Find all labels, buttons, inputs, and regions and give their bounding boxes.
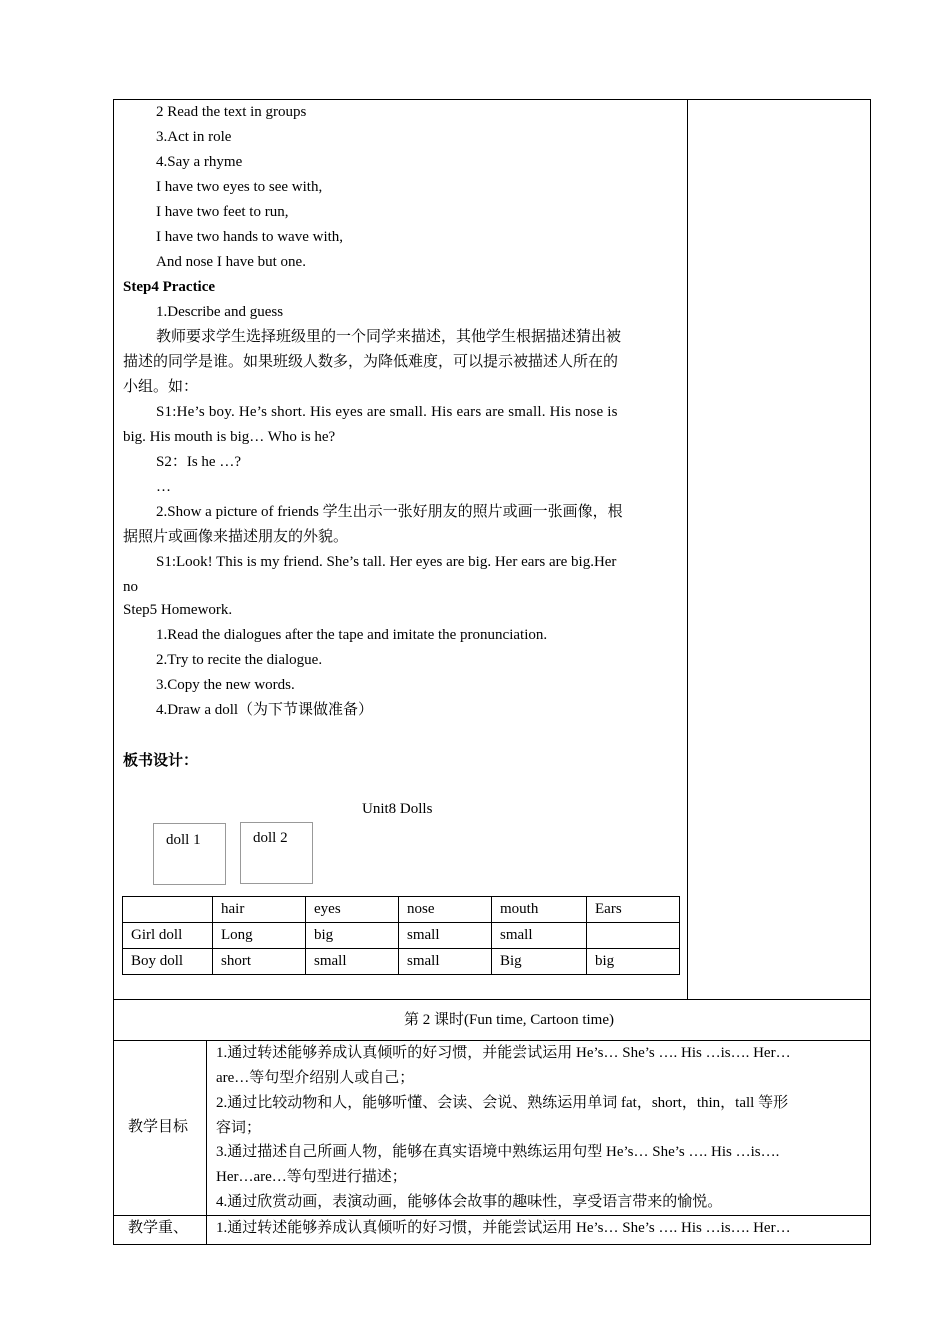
board-title: Unit8 Dolls [362, 801, 433, 817]
lesson2-title: 第 2 课时(Fun time, Cartoon time) [404, 1012, 614, 1028]
table-cell: small [399, 923, 492, 949]
objectives-label: 教学目标 [128, 1119, 189, 1135]
step4-para-line: 小组。如： [123, 379, 199, 395]
objective-line: are…等句型介绍别人或自己； [216, 1070, 415, 1086]
doll2-box [240, 822, 313, 884]
frame-right [870, 99, 871, 1245]
table-cell: Girl doll [123, 923, 213, 949]
rhyme-line: I have two eyes to see with, [156, 179, 323, 195]
table-cell: Boy doll [123, 949, 213, 975]
step4-item2-line1: 2.Show a picture of friends 学生出示一张好朋友的照片或画一张画像，根 [156, 504, 623, 520]
dialogue-s1-line2: big. His mouth is big… Who is he? [123, 429, 336, 445]
step-line: 4.Say a rhyme [156, 154, 243, 170]
table-cell: small [492, 923, 587, 949]
step5-heading: Step5 Homework. [123, 602, 233, 618]
step-line: 3.Act in role [156, 129, 232, 145]
objective-line: 2.通过比较动物和人，能够听懂、会读、会说、熟练运用单词 fat，short，thin，tall 等形 [216, 1095, 789, 1111]
table-header-cell: nose [399, 897, 492, 923]
rhyme-line: And nose I have but one. [156, 254, 306, 270]
table-header-cell: mouth [492, 897, 587, 923]
table-header-cell: hair [213, 897, 306, 923]
doll1-label: doll 1 [166, 832, 201, 848]
homework-item: 4.Draw a doll（为下节课做准备） [156, 702, 374, 718]
objective-line: 3.通过描述自己所画人物，能够在真实语境中熟练运用句型 He’s… She’s …. His …is…. [216, 1144, 780, 1160]
dialogue-s1b-line1: S1:Look! This is my friend. She’s tall. Her eyes are big. Her ears are big.Her [156, 554, 617, 570]
frame-left [113, 99, 114, 1245]
doll-features-table [122, 896, 680, 975]
table-row [123, 949, 680, 975]
frame-bottom [113, 1244, 871, 1245]
table-header-cell: Ears [587, 897, 680, 923]
table-header-cell [123, 897, 213, 923]
table-cell: big [306, 923, 399, 949]
objective-line: 4.通过欣赏动画，表演动画，能够体会故事的趣味性，享受语言带来的愉悦。 [216, 1194, 723, 1210]
objective-line: 1.通过转述能够养成认真倾听的好习惯，并能尝试运用 He’s… She’s …. His …is…. Her… [216, 1045, 791, 1061]
dialogue-s2: S2：Is he …? [156, 454, 241, 470]
step4-para-line: 描述的同学是谁。如果班级人数多，为降低难度，可以提示被描述人所在的 [123, 354, 619, 370]
table-row [123, 923, 680, 949]
table-header-row [123, 897, 680, 923]
key-points-label: 教学重、 [128, 1220, 189, 1236]
doll2-label: doll 2 [253, 830, 288, 846]
objective-line: 容词； [216, 1120, 262, 1136]
homework-item: 3.Copy the new words. [156, 677, 295, 693]
dialogue-s1b-line2: no [123, 579, 138, 595]
column-divider [687, 99, 688, 1000]
table-cell: small [399, 949, 492, 975]
dialogue-s1-line1: S1:He’s boy. He’s short. His eyes are small. His ears are small. His nose is [156, 404, 618, 420]
row-divider-1 [113, 999, 871, 1000]
objective-line: Her…are…等句型进行描述； [216, 1169, 407, 1185]
table-header-cell: eyes [306, 897, 399, 923]
table-cell: Big [492, 949, 587, 975]
board-heading: 板书设计： [123, 753, 199, 769]
step4-item1: 1.Describe and guess [156, 304, 284, 320]
homework-item: 2.Try to recite the dialogue. [156, 652, 323, 668]
rhyme-line: I have two feet to run, [156, 204, 289, 220]
step4-para-line: 教师要求学生选择班级里的一个同学来描述，其他学生根据描述猜出被 [156, 329, 622, 345]
table-cell: big [587, 949, 680, 975]
step4-heading: Step4 Practice [123, 279, 216, 295]
step-line: 2 Read the text in groups [156, 104, 307, 120]
label-column-divider [206, 1040, 207, 1245]
doll1-box [153, 823, 226, 885]
table-cell: short [213, 949, 306, 975]
dialogue-ellipsis: … [156, 479, 171, 495]
table-cell: Long [213, 923, 306, 949]
rhyme-line: I have two hands to wave with, [156, 229, 344, 245]
table-cell: small [306, 949, 399, 975]
homework-item: 1.Read the dialogues after the tape and imitate the pronunciation. [156, 627, 548, 643]
key-point-line: 1.通过转述能够养成认真倾听的好习惯，并能尝试运用 He’s… She’s …. His …is…. Her… [216, 1220, 791, 1236]
table-cell [587, 923, 680, 949]
step4-item2-line2: 据照片或画像来描述朋友的外貌。 [123, 529, 349, 545]
